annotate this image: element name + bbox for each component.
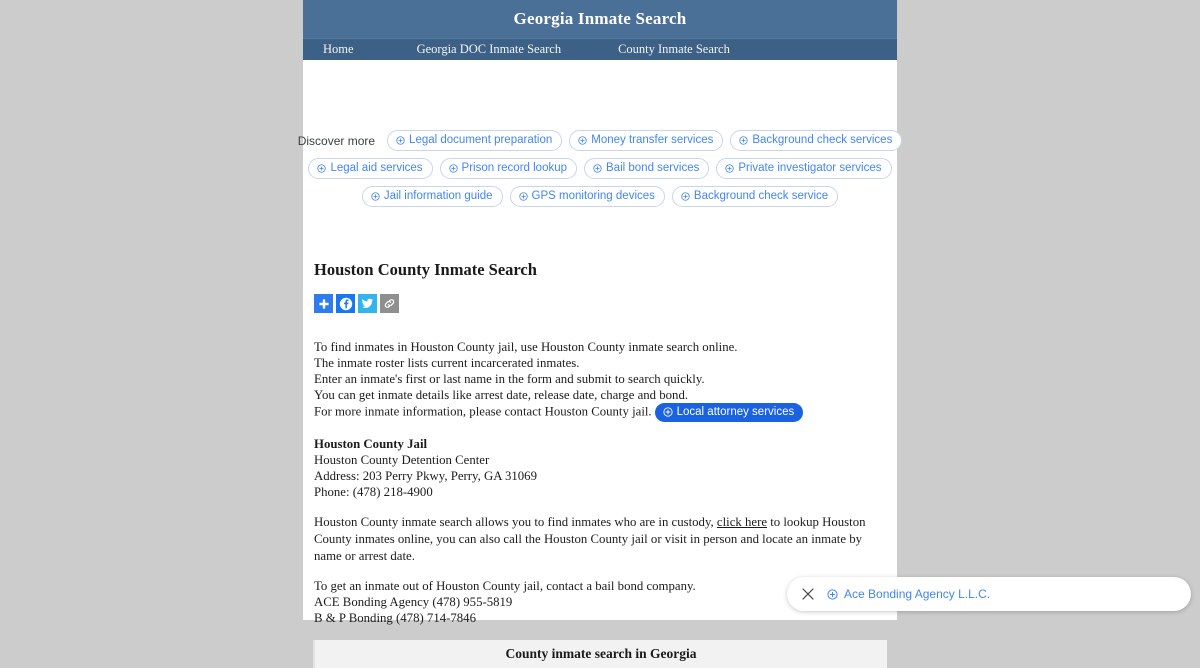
ad-chip-gps-monitoring-devices[interactable] (510, 186, 665, 207)
bail-bond-listing: ACE Bonding Agency (478) 955-5819 (314, 595, 513, 609)
ad-chip-prison-record-lookup[interactable] (440, 158, 577, 179)
ad-chip-label: Prison record lookup (461, 162, 568, 174)
nav-item-georgia-doc-inmate-search[interactable]: Georgia DOC Inmate Search (416, 42, 562, 56)
ad-chip-label: Bail bond services (606, 162, 700, 174)
facebook-share-button[interactable] (336, 294, 355, 313)
ad-chip-private-investigator-services[interactable] (716, 158, 891, 179)
jail-info-block (314, 436, 886, 500)
nav-item-county-inmate-search[interactable]: County Inmate Search (618, 42, 730, 56)
floating-ad-link[interactable] (827, 587, 990, 601)
target-circle-icon (827, 589, 838, 600)
ad-chip-money-transfer-services[interactable] (569, 130, 723, 151)
ad-chip-jail-information-guide[interactable] (362, 186, 503, 207)
target-circle-icon (578, 136, 587, 145)
ad-chip-legal-document-preparation[interactable] (387, 130, 562, 151)
ad-chip-label: GPS monitoring devices (531, 190, 655, 202)
ad-chip-label: Private investigator services (738, 162, 882, 174)
ad-chip-label: Background check service (693, 190, 829, 202)
jail-name: Houston County Jail (314, 437, 428, 451)
floating-ad-overlay (787, 577, 1191, 611)
main-navigation (303, 38, 897, 60)
ad-chip-row-1 (297, 130, 897, 151)
target-circle-icon (593, 164, 602, 173)
inline-ad-label: Local attorney services (676, 406, 795, 418)
ad-chip-background-check-services[interactable] (730, 130, 902, 151)
share-buttons (314, 294, 886, 313)
search-description-paragraph (314, 514, 886, 565)
addthis-share-button[interactable] (314, 294, 333, 313)
target-circle-icon (725, 164, 734, 173)
paragraph-text-before: Houston County inmate search allows you to find inmates who are in custody, (314, 515, 717, 529)
facebook-icon (339, 297, 353, 311)
target-circle-icon (663, 407, 673, 417)
ad-chip-label: Jail information guide (383, 190, 493, 202)
page-title: Georgia Inmate Search (513, 9, 687, 28)
intro-line: The inmate roster lists current incarcerated inmates. (314, 356, 580, 370)
twitter-bird-icon (361, 297, 374, 310)
article-body (303, 260, 897, 626)
bail-bond-listing: B & P Bonding (478) 714-7846 (314, 611, 476, 625)
target-circle-icon (739, 136, 748, 145)
close-x-icon[interactable] (801, 587, 815, 601)
contact-line: For more inmate information, please contact Houston County jail. (314, 404, 652, 419)
contact-line-row (314, 403, 886, 422)
bail-intro: To get an inmate out of Houston County jail, contact a bail bond company. (314, 579, 696, 593)
ad-chip-legal-aid-services[interactable] (308, 158, 432, 179)
ad-chip-label: Legal document preparation (409, 134, 553, 146)
discover-more-label: Discover more (297, 133, 376, 148)
inline-ad-local-attorney-services[interactable] (655, 403, 804, 422)
jail-address: Address: 203 Perry Pkwy, Perry, GA 31069 (314, 469, 537, 483)
ad-chip-label: Legal aid services (330, 162, 423, 174)
click-here-link[interactable]: click here (716, 515, 768, 529)
section-bar-title: County inmate search in Georgia (505, 646, 697, 661)
article-title: Houston County Inmate Search (314, 260, 537, 279)
link-chain-icon (383, 297, 396, 310)
ad-chip-label: Background check services (752, 134, 893, 146)
target-circle-icon (519, 192, 528, 201)
copy-link-button[interactable] (380, 294, 399, 313)
intro-text-block (314, 339, 886, 422)
target-circle-icon (317, 164, 326, 173)
intro-line: To find inmates in Houston County jail, use Houston County inmate search online. (314, 340, 738, 354)
target-circle-icon (371, 192, 380, 201)
intro-line: Enter an inmate's first or last name in the form and submit to search quickly. (314, 372, 705, 386)
floating-ad-label: Ace Bonding Agency L.L.C. (844, 587, 991, 601)
ad-chip-row-2 (303, 158, 897, 179)
jail-phone: Phone: (478) 218-4900 (314, 485, 433, 499)
ad-chip-label: Money transfer services (591, 134, 714, 146)
twitter-share-button[interactable] (358, 294, 377, 313)
target-circle-icon (449, 164, 458, 173)
jail-facility: Houston County Detention Center (314, 453, 490, 467)
county-search-section-bar (313, 640, 887, 668)
paragraph-text-after: to lookup Houston County inmates online, you can also call the Houston County jail or visit in person and locate an inmate by name or arrest date. (314, 515, 866, 563)
discover-more-ads (297, 60, 897, 260)
target-circle-icon (396, 136, 405, 145)
ad-chip-bail-bond-services[interactable] (584, 158, 709, 179)
nav-item-home[interactable]: Home (323, 42, 354, 56)
plus-icon (318, 298, 330, 310)
target-circle-icon (681, 192, 690, 201)
site-header (303, 0, 897, 38)
ad-chip-background-check-service[interactable] (672, 186, 838, 207)
ad-chip-row-3 (303, 186, 897, 207)
intro-line: You can get inmate details like arrest date, release date, charge and bond. (314, 388, 689, 402)
page-content-column (297, 0, 897, 661)
